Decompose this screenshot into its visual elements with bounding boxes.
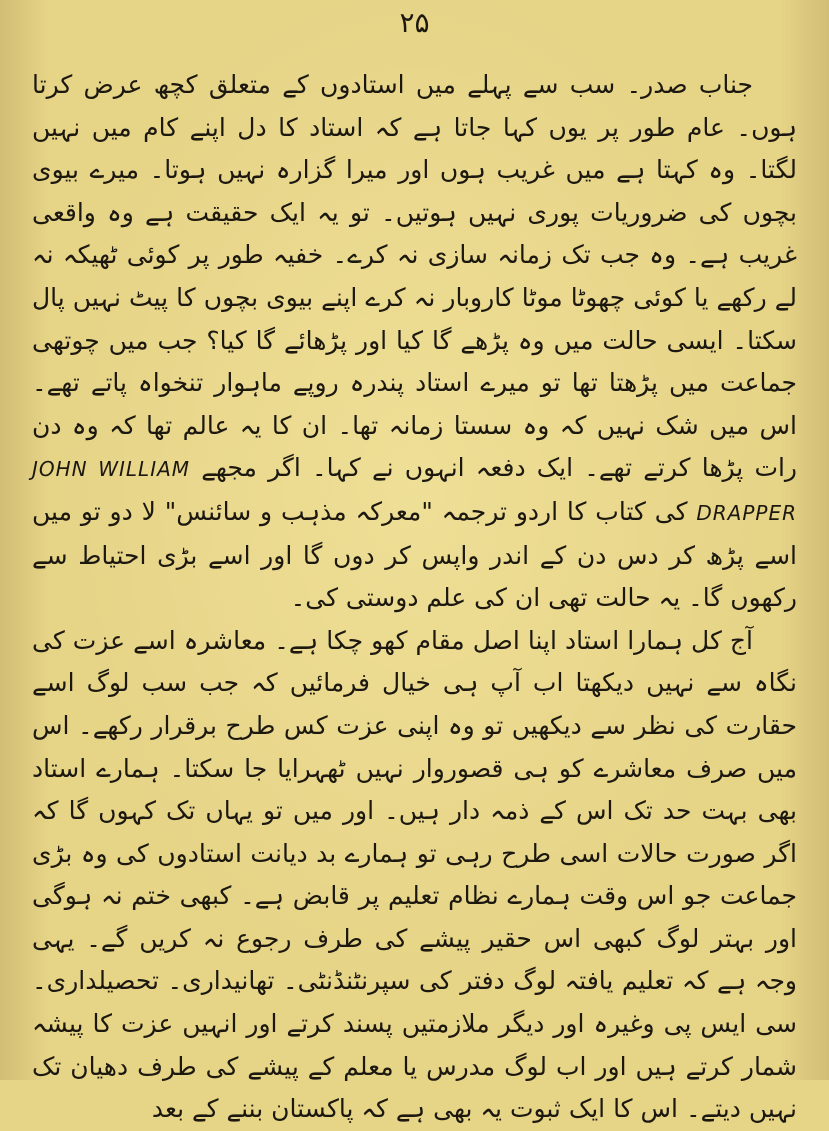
page-number: ۲۵ xyxy=(399,6,430,39)
author-name-latin: JOHN WILLIAM DRAPPER xyxy=(32,457,797,525)
paragraph-teachers-status: آج کل ہمارا استاد اپنا اصل مقام کھو چکا ہے۔ معاشرہ اسے عزت کی نگاہ سے نہیں دیکھتا اب آپ ہی خیال فرمائیں کہ جب سب لوگ اسے حقارت کی نظر سے دیکھیں تو وہ اپنی عزت کس طرح برقرار رکھے۔ اس میں صرف معاشرے کو ہی قصوروار نہیں ٹھہرایا جا سکتا۔ ہمارے استاد بھی بہت حد تک اس کے ذمہ دار ہیں۔ اور میں تو یہاں تک کہوں گا کہ اگر صورت حالات اسی طرح رہی تو ہمارے بد دیانت استادوں کی وہ بڑی جماعت جو اس وقت ہمارے نظام تعلیم پر قابض ہے۔ کبھی ختم نہ ہوگی اور بہتر لوگ کبھی اس حقیر پیشے کی طرف رجوع نہ کریں گے۔ یہی وجہ ہے کہ تعلیم یافتہ لوگ دفتر کی سپرنٹنڈنٹی۔ تھانیداری۔ تحصیلداری۔ سی ایس پی وغیرہ اور دیگر ملازمتیں پسند کرتے اور انہیں عزت کا پیشہ شمار کرتے ہیں اور اب لوگ مدرس یا معلم کے پیشے کی طرف دھیان تک نہیں دیتے۔ اس کا ایک ثبوت یہ بھی ہے کہ پاکستان بننے کے بعد xyxy=(32,625,797,1124)
body-text xyxy=(32,64,797,1131)
paragraph-1-part-1: جناب صدر۔ سب سے پہلے میں استادوں کے متعلق کچھ عرض کرتا ہوں۔ عام طور پر یوں کہا جاتا ہے کہ استاد کا دل اپنے کام میں نہیں لگتا۔ وہ کہتا ہے میں غریب ہوں اور میرا گزارہ نہیں ہوتا۔ میرے بیوی بچوں کی ضروریات پوری نہیں ہوتیں۔ تو یہ ایک حقیقت ہے وہ واقعی غریب ہے۔ وہ جب تک زمانہ سازی نہ کرے۔ خفیہ طور پر کوئی ٹھیکہ نہ لے رکھے یا کوئی چھوٹا موٹا کاروبار نہ کرے اپنے بیوی بچوں کا پیٹ نہیں پال سکتا۔ ایسی حالت میں وہ پڑھے گا کیا اور پڑھائے گا کیا؟ جب میں چوتھی جماعت میں پڑھتا تھا تو میرے استاد پندرہ روپے ماہوار تنخواہ پاتے تھے۔ اس میں شک نہیں کہ وہ سستا زمانہ تھا۔ ان کا یہ عالم تھا کہ وہ دن رات پڑھا کرتے تھے۔ ایک دفعہ انہوں نے کہا۔ اگر مجھے xyxy=(32,70,798,483)
paragraph-teachers-poverty xyxy=(32,64,797,620)
paragraph-1-part-2: کی کتاب کا اردو ترجمہ "معرکہ مذہب و سائنس" لا دو تو میں اسے پڑھ کر دس دن کے اندر واپس کر دوں گا اور اسے بڑی احتیاط سے رکھوں گا۔ یہ حالت تھی ان کی علم دوستی کی۔ xyxy=(32,496,797,613)
